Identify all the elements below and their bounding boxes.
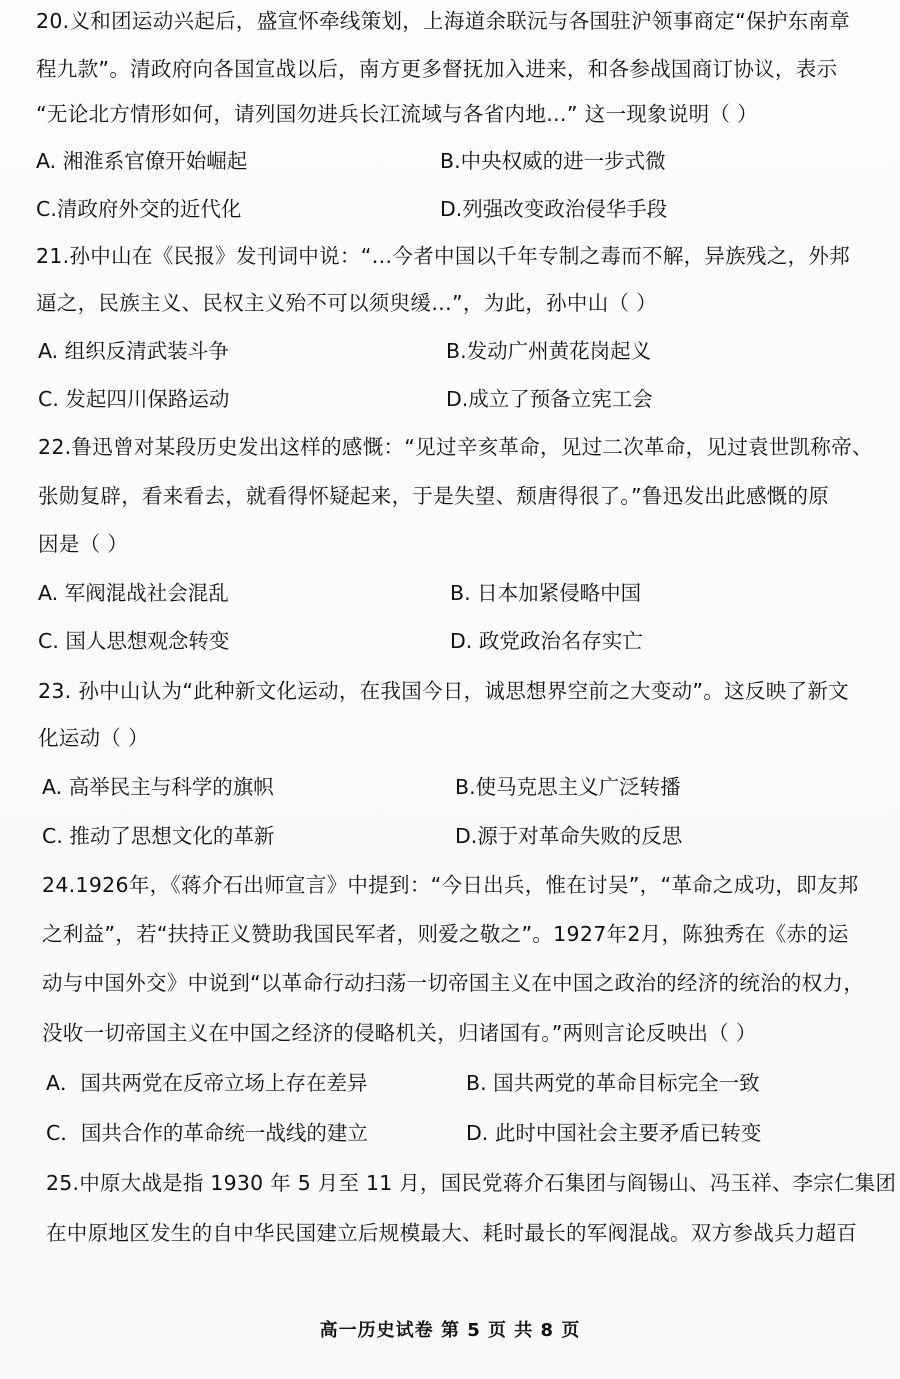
- q22-option-a: A. 军阀混战社会混乱: [38, 581, 229, 605]
- q22-stem-line-2: 张勋复辟，看来看去，就看得怀疑起来，于是失望、颓唐得很了。”鲁迅发出此感慨的原: [38, 484, 830, 508]
- q23-stem-line-1: 23. 孙中山认为“此种新文化运动，在我国今日，诚思想界空前之大变动”。这反映了新文: [38, 679, 849, 703]
- q20-stem-line-1: 20.义和团运动兴起后，盛宣怀牵线策划，上海道余联沅与各国驻沪领事商定“保护东南章: [36, 9, 851, 33]
- q24-option-d: D. 此时中国社会主要矛盾已转变: [466, 1121, 762, 1145]
- q20-option-d: D.列强改变政治侵华手段: [440, 197, 668, 221]
- q20-stem-line-2: 程九款”。清政府向各国宣战以后，南方更多督抚加入进来，和各参战国商订协议，表示: [36, 57, 838, 81]
- q24-stem-line-3: 动与中国外交》中说到“以革命行动扫荡一切帝国主义在中国之政治的经济的统治的权力，: [42, 971, 865, 995]
- q20-option-a: A. 湘淮系官僚开始崛起: [36, 149, 248, 173]
- q22-option-d: D. 政党政治名存实亡: [450, 629, 643, 653]
- q20-option-c: C.清政府外交的近代化: [36, 197, 242, 221]
- q21-stem-line-1: 21.孙中山在《民报》发刊词中说：“…今者中国以千年专制之毒而不解，异族残之，外邦: [36, 244, 851, 268]
- q20-option-b: B.中央权威的进一步式微: [440, 149, 666, 173]
- q24-option-c: C．国共合作的革命统一战线的建立: [46, 1121, 368, 1145]
- q24-option-a: A．国共两党在反帝立场上存在差异: [46, 1071, 368, 1095]
- q25-stem-line-2: 在中原地区发生的自中华民国建立后规模最大、耗时最长的军阀混战。双方参战兵力超百: [46, 1221, 858, 1245]
- q24-stem-line-1: 24.1926年，《蒋介石出师宣言》中提到：“今日出兵，惟在讨吴”，“革命之成功，即友邦: [42, 873, 859, 897]
- q21-option-c: C. 发起四川保路运动: [38, 387, 230, 411]
- q21-option-a: A. 组织反清武装斗争: [38, 339, 229, 363]
- q23-option-c: C. 推动了思想文化的革新: [42, 824, 275, 848]
- q22-stem-line-1: 22.鲁迅曾对某段历史发出这样的感慨：“见过辛亥革命，见过二次革命，见过袁世凯称帝、: [38, 435, 873, 459]
- q21-option-b: B.发动广州黄花岗起义: [446, 339, 652, 363]
- page-footer: 高一历史试卷 第 5 页 共 8 页: [319, 1320, 581, 1341]
- q20-stem-line-3: “无论北方情形如何，请列国勿进兵长江流域与各省内地…” 这一现象说明（ ）: [36, 102, 758, 126]
- q23-stem-line-2: 化运动（ ）: [38, 726, 149, 750]
- q23-option-d: D.源于对革命失败的反思: [455, 824, 683, 848]
- q24-stem-line-2: 之利益”，若“扶持正义赞助我国民军者，则爱之敬之”。1927年2月，陈独秀在《赤的运: [42, 922, 849, 946]
- q21-stem-line-2: 逼之，民族主义、民权主义殆不可以须臾缓…”，为此，孙中山（ ）: [36, 291, 657, 315]
- q24-stem-line-4: 没收一切帝国主义在中国之经济的侵略机关，归诸国有。”两则言论反映出（ ）: [42, 1021, 757, 1045]
- q25-stem-line-1: 25.中原大战是指 1930 年 5 月至 11 月，国民党蒋介石集团与阎锡山、冯玉祥、李宗仁集团: [46, 1171, 897, 1195]
- q23-option-a: A. 高举民主与科学的旗帜: [42, 775, 274, 799]
- q24-option-b: B. 国共两党的革命目标完全一致: [466, 1071, 760, 1095]
- q22-option-b: B. 日本加紧侵略中国: [450, 581, 642, 605]
- q21-option-d: D.成立了预备立宪工会: [446, 387, 653, 411]
- q22-stem-line-3: 因是（ ）: [38, 532, 129, 556]
- q22-option-c: C. 国人思想观念转变: [38, 629, 230, 653]
- q23-option-b: B.使马克思主义广泛转播: [455, 775, 681, 799]
